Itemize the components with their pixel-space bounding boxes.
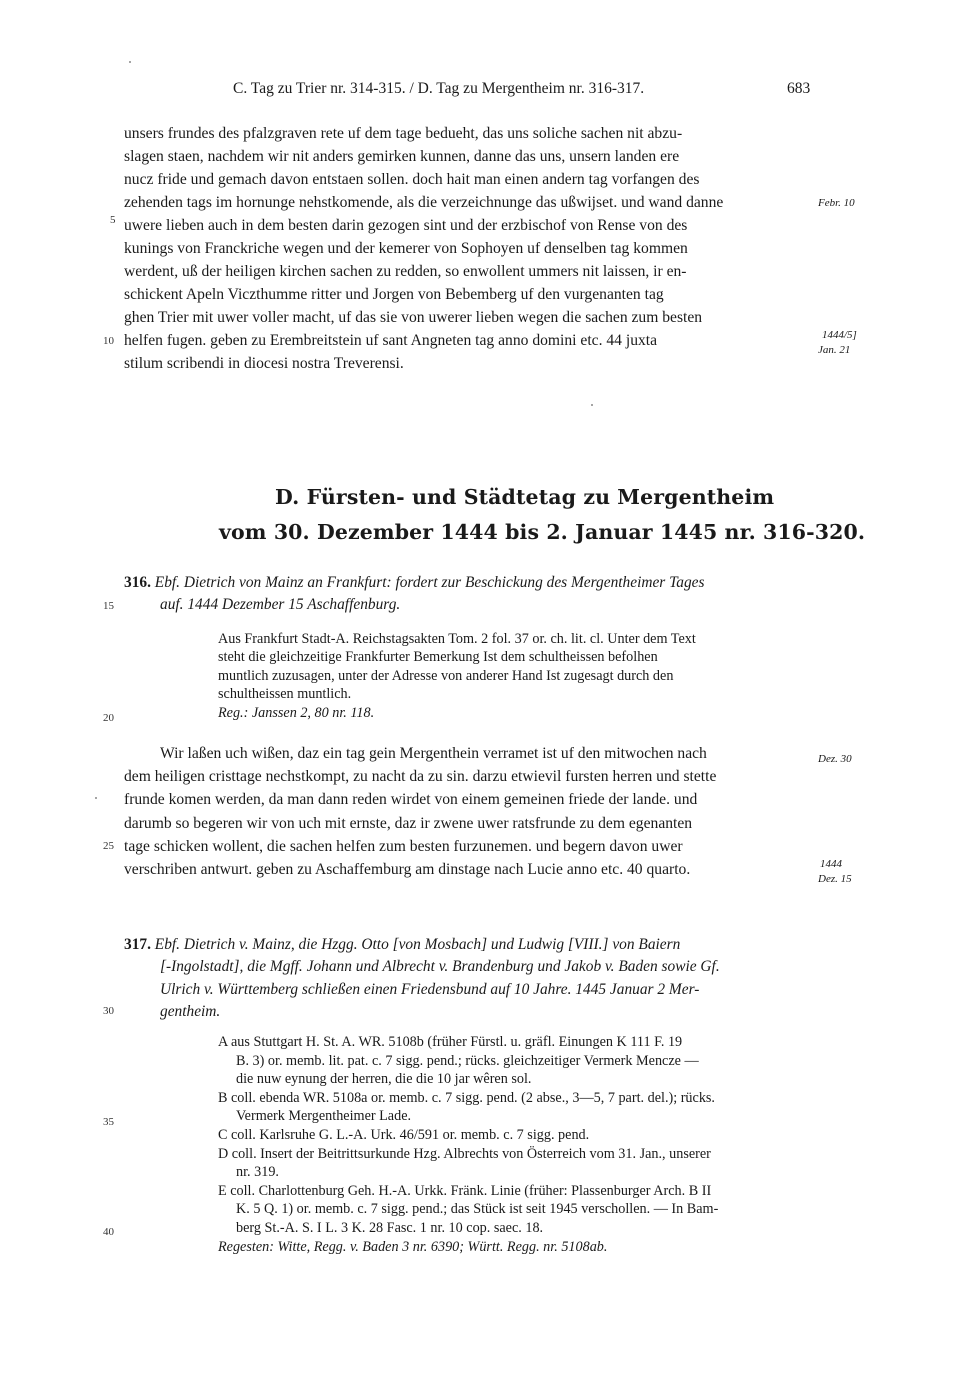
margin-date: Dez. 15	[818, 873, 852, 885]
margin-date: Febr. 10	[818, 197, 855, 209]
text-line: muntlich zuzusagen, unter der Adresse von anderer Hand Ist zugesagt durch den	[218, 667, 674, 684]
section-subtitle: vom 30. Dezember 1444 bis 2. Januar 1445 nr. 316-320.	[219, 520, 866, 544]
text-line: verschriben antwurt. geben zu Aschaffemburg am dinstage nach Lucie anno etc. 40 quarto.	[124, 861, 691, 878]
text-line: K. 5 Q. 1) or. memb. c. 7 sigg. pend.; das Stück ist seit 1945 verschollen. — In Bam-	[236, 1201, 719, 1218]
text-line: schickent Apeln Viczthumme ritter und Jorgen von Bebemberg uf den vurgenanten tag	[124, 286, 664, 303]
text-line: B coll. ebenda WR. 5108a or. memb. c. 7 sigg. pend. (2 abse., 3—5, 7 part. del.); rücks.	[218, 1089, 715, 1106]
line-number: 35	[103, 1116, 114, 1128]
line-number: 10	[103, 335, 114, 347]
text-line: E coll. Charlottenburg Geh. H.-A. Urkk. Fränk. Linie (früher: Plassenburger Arch. B II	[218, 1182, 712, 1199]
margin-date: 1444	[820, 858, 842, 870]
scan-mark	[591, 404, 593, 406]
text-line: helfen fugen. geben zu Erembreitstein uf sant Angneten tag anno domini etc. 44 juxta	[124, 332, 658, 349]
text-line: uwere lieben auch in dem besten darin gezogen sint und der erzbischof von Rense von des	[124, 217, 688, 234]
text-line: Regesten: Witte, Regg. v. Baden 3 nr. 6390; Württ. Regg. nr. 5108ab.	[218, 1238, 608, 1255]
text-line: steht die gleichzeitige Frankfurter Bemerkung Ist dem schultheissen befolhen	[218, 649, 658, 666]
document-regest: auf. 1444 Dezember 15 Aschaffenburg.	[160, 596, 401, 613]
document-number: 317.	[124, 936, 151, 953]
text-line: A aus Stuttgart H. St. A. WR. 5108b (früher Fürstl. u. gräfl. Einungen K 111 F. 19	[218, 1034, 683, 1050]
text-line: Wir laßen uch wißen, daz ein tag gein Mergenthein verramet ist uf den mitwochen nach	[160, 745, 707, 762]
text-line: slagen staen, nachdem wir nit anders gemirken kunnen, danne das uns, unsern landen ere	[124, 148, 680, 165]
line-number: 5	[110, 214, 116, 226]
text-line: frunde komen werden, da man dann reden wirdet von einem gemeinen friede der lande. und	[124, 791, 698, 809]
text-line: Aus Frankfurt Stadt-A. Reichstagsakten Tom. 2 fol. 37 or. ch. lit. cl. Unter dem Text	[218, 631, 696, 647]
document-317-heading	[124, 934, 680, 956]
text-line: nr. 319.	[236, 1164, 279, 1181]
text-line: die nuw eynung der herren, die die 10 jar wêren sol.	[236, 1071, 532, 1088]
text-line: dem heiligen cristtage nechstkompt, zu nacht da zu sin. darzu etwievil fursten herren und stette	[124, 768, 717, 786]
text-line: berg St.-A. S. I L. 3 K. 28 Fasc. 1 nr. 10 cop. saec. 18.	[236, 1220, 544, 1236]
document-regest: Ebf. Dietrich v. Mainz, die Hzgg. Otto [von Mosbach] und Ludwig [VIII.] von Baiern	[154, 936, 681, 953]
text-line: tage schicken wollent, die sachen helfen zum besten furzunemen. und begern davon uwer	[124, 837, 683, 855]
text-line: Ulrich v. Württemberg schließen einen Friedensbund auf 10 Jahre. 1445 Januar 2 Mer-	[160, 980, 700, 998]
document-number: 316.	[124, 574, 151, 591]
text-line: B. 3) or. memb. lit. pat. c. 7 sigg. pend.; rücks. gleichzeitiger Vermerk Mencze —	[236, 1052, 699, 1069]
text-line: Vermerk Mergentheimer Lade.	[236, 1108, 412, 1125]
document-316-heading	[124, 572, 705, 594]
text-line: zehenden tags im hornunge nehstkomende, als die verzeichnunge das ußwijset. und wand danne	[124, 194, 724, 211]
line-number: 30	[103, 1005, 114, 1017]
text-line: Reg.: Janssen 2, 80 nr. 118.	[218, 704, 375, 721]
text-line: nucz fride und gemach davon entstaen sollen. doch hait man einen andern tag vorfangen des	[124, 171, 700, 188]
text-line: gentheim.	[160, 1003, 221, 1021]
margin-date: Dez. 30	[818, 753, 852, 765]
text-line: darumb so begeren wir von uch mit ernste, daz ir zwene uwer ratsfrunde zu dem egenanten	[124, 814, 693, 832]
text-line: D coll. Insert der Beitrittsurkunde Hzg. Albrechts von Österreich vom 31. Jan., unserer	[218, 1145, 711, 1162]
margin-date: 1444/5]	[822, 329, 857, 341]
text-line: ghen Trier mit uwer voller macht, uf das sie von uwerer lieben wegen die sachen zum besten	[124, 309, 703, 326]
text-line: kunings von Franckriche wegen und der kemerer von Sophoyen uf denselben tag kommen	[124, 240, 688, 257]
text-line: unsers frundes des pfalzgraven rete uf dem tage bedueht, das uns soliche sachen nit abzu-	[124, 125, 683, 142]
scan-mark	[95, 797, 97, 799]
line-number: 20	[103, 712, 114, 724]
margin-date: Jan. 21	[818, 344, 851, 356]
page-number: 683	[787, 80, 811, 97]
text-line: stilum scribendi in diocesi nostra Treverensi.	[124, 355, 404, 372]
line-number: 25	[103, 840, 114, 852]
section-title: D. Fürsten- und Städtetag zu Mergentheim	[275, 485, 775, 509]
text-line: schultheissen muntlich.	[218, 686, 352, 703]
text-line: werdent, uß der heiligen kirchen sachen zu redden, so enwollent ummers nit laissen, ir en-	[124, 263, 687, 280]
text-line: C coll. Karlsruhe G. L.-A. Urk. 46/591 or. memb. c. 7 sigg. pend.	[218, 1127, 590, 1143]
scan-mark	[129, 61, 131, 63]
document-regest: Ebf. Dietrich von Mainz an Frankfurt: fordert zur Beschickung des Mergentheimer Tages	[154, 574, 705, 591]
text-line: [-Ingolstadt], die Mgff. Johann und Albrecht v. Brandenburg und Jakob v. Baden sowie Gf.	[160, 958, 720, 975]
line-number: 15	[103, 600, 114, 612]
line-number: 40	[103, 1226, 114, 1238]
running-title: C. Tag zu Trier nr. 314-315. / D. Tag zu Mergentheim nr. 316-317.	[233, 80, 645, 97]
